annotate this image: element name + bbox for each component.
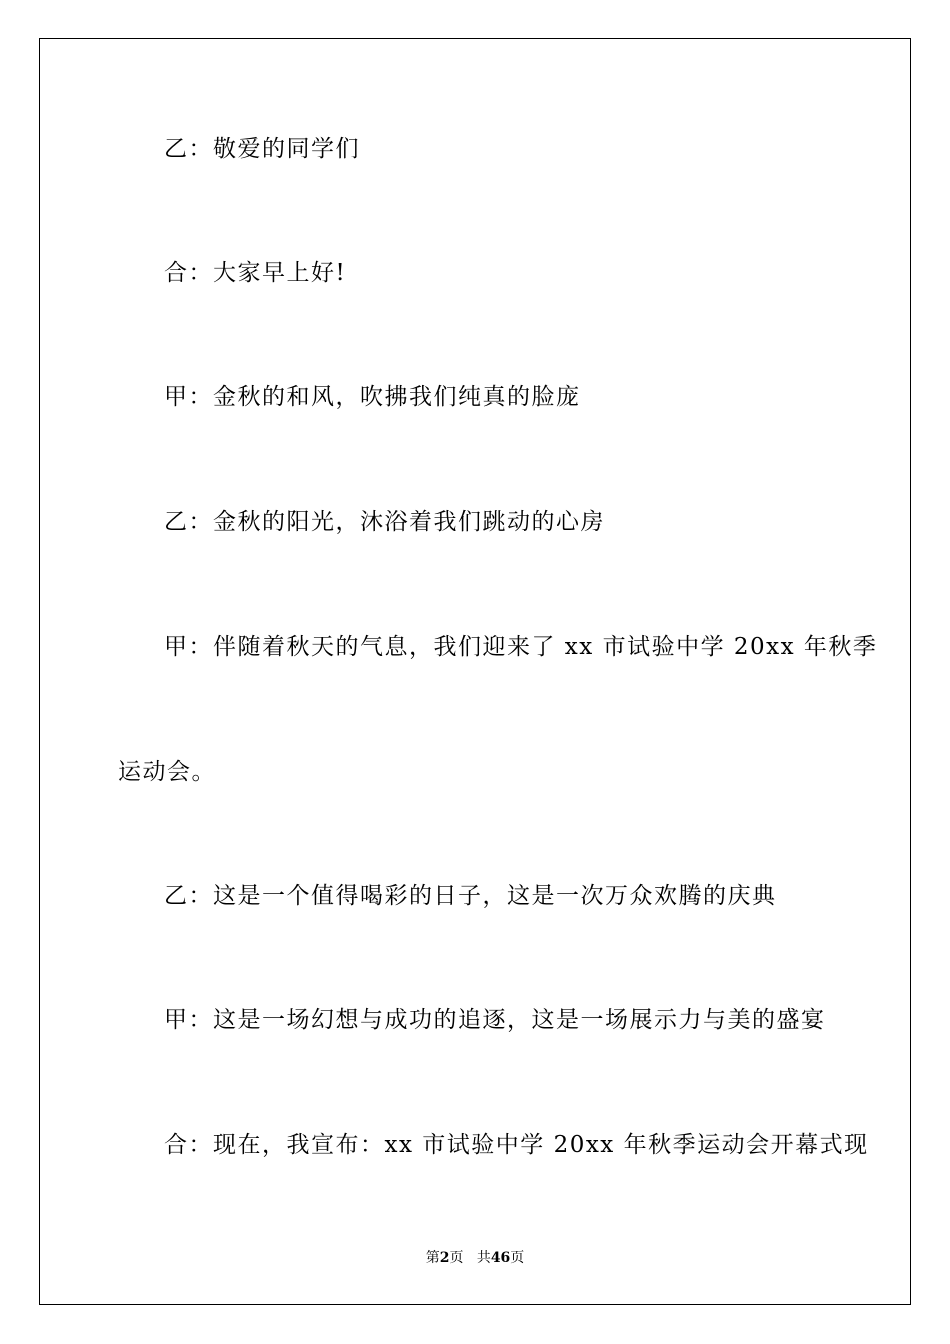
dialogue-line: 甲：金秋的和风，吹拂我们纯真的脸庞	[164, 384, 581, 410]
total-suffix: 页	[510, 1250, 525, 1266]
dialogue-line: 合：现在，我宣布：xx 市试验中学 20xx 年秋季运动会开幕式现	[164, 1132, 869, 1158]
total-pages: 46	[490, 1250, 511, 1266]
dialogue-line-continuation: 运动会。	[118, 759, 216, 785]
dialogue-line: 乙：敬爱的同学们	[164, 136, 360, 162]
page-footer	[0, 1248, 950, 1268]
total-prefix: 共	[476, 1250, 491, 1266]
dialogue-line: 乙：这是一个值得喝彩的日子，这是一次万众欢腾的庆典	[164, 883, 777, 909]
page-suffix: 页	[449, 1250, 464, 1266]
dialogue-line: 甲：伴随着秋天的气息，我们迎来了 xx 市试验中学 20xx 年秋季	[164, 634, 878, 660]
page-border	[39, 38, 911, 1305]
dialogue-line: 乙：金秋的阳光，沐浴着我们跳动的心房	[164, 509, 605, 535]
dialogue-line: 合：大家早上好!	[164, 260, 347, 286]
page-prefix: 第	[425, 1250, 440, 1266]
page-number: 2	[439, 1250, 450, 1266]
dialogue-line: 甲：这是一场幻想与成功的追逐，这是一场展示力与美的盛宴	[164, 1007, 826, 1033]
